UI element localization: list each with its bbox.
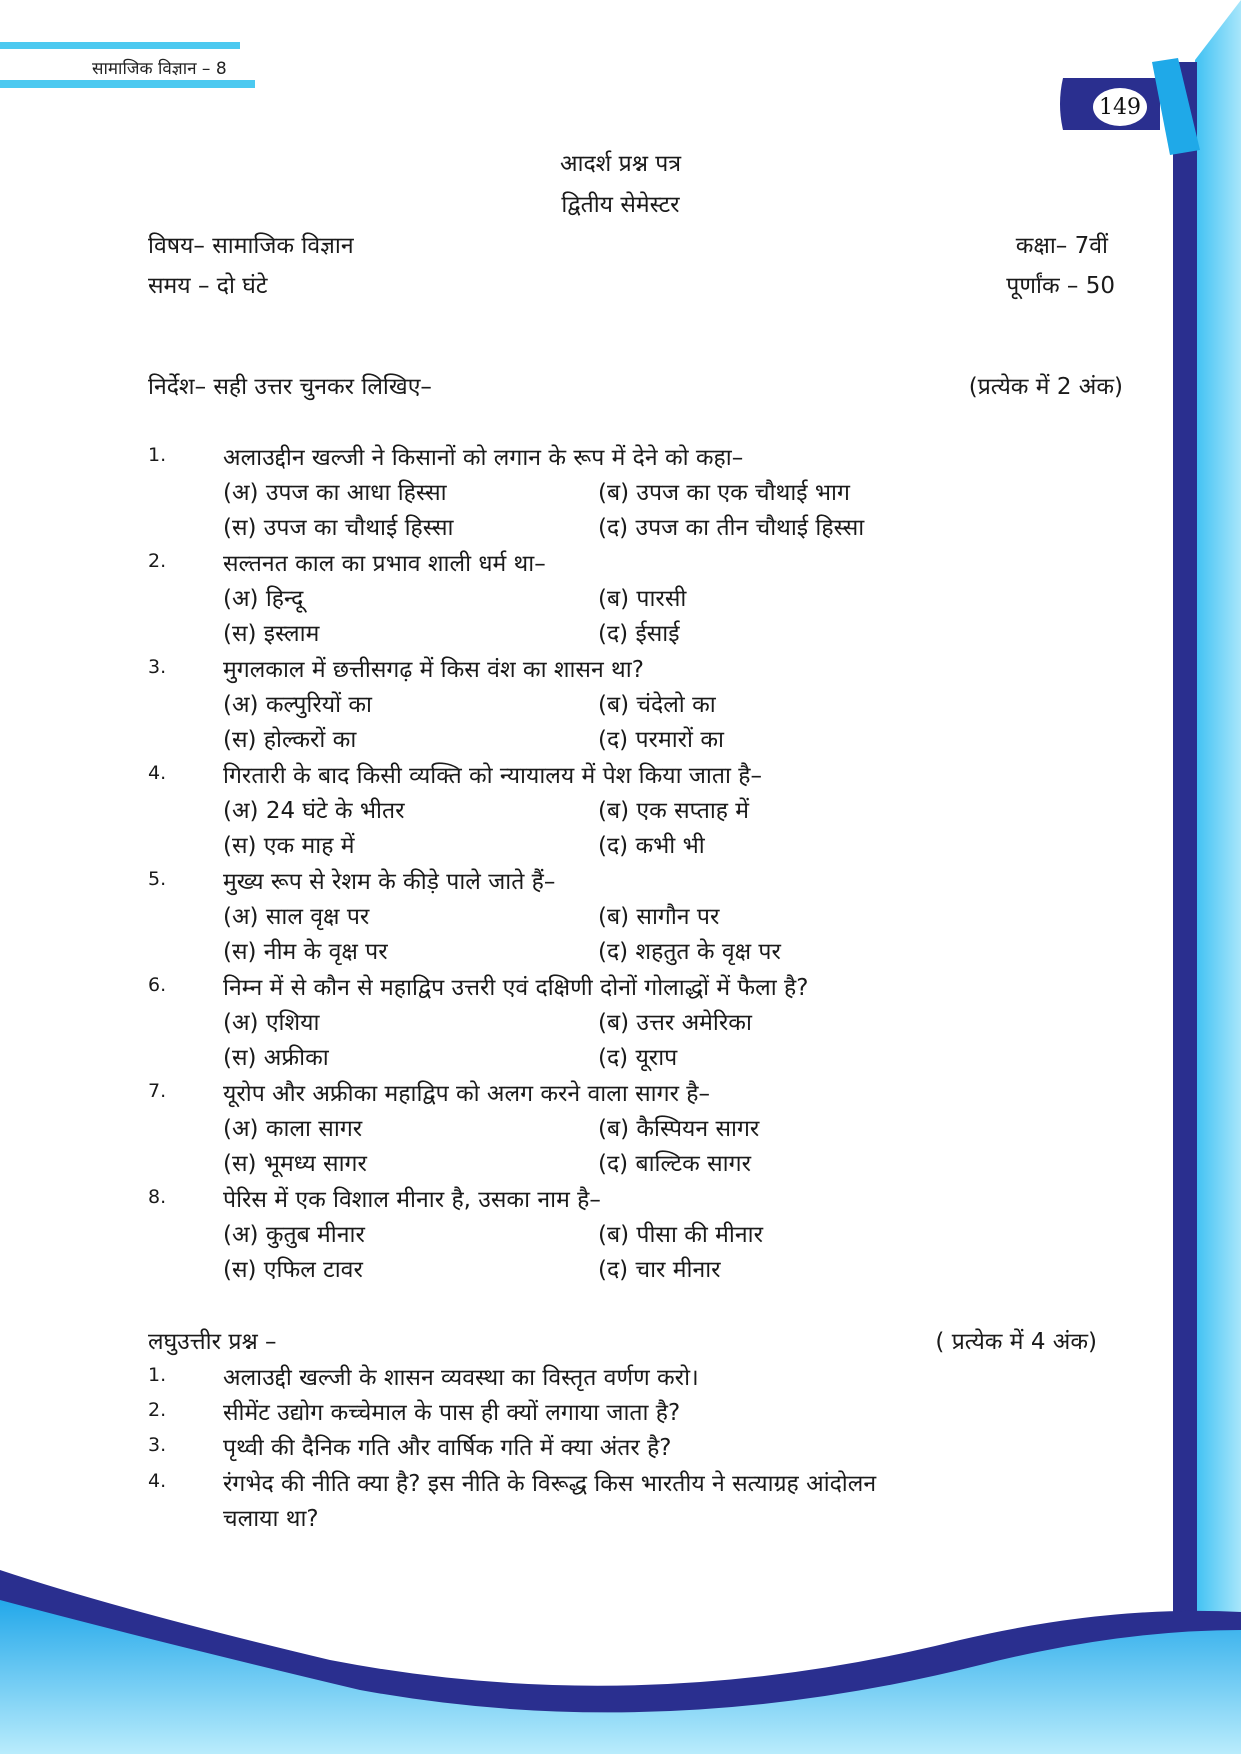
question-text: सीमेंट उद्योग कच्चेमाल के पास ही क्यों लगाया जाता है? bbox=[223, 1400, 681, 1426]
question-text: सल्तनत काल का प्रभाव शाली धर्म था– bbox=[223, 551, 546, 577]
option-c: (स) उपज का चौथाई हिस्सा bbox=[223, 515, 454, 541]
mcq-marks: (प्रत्येक में 2 अंक) bbox=[968, 374, 1123, 400]
header-bar-top bbox=[0, 42, 240, 49]
option-d: (द) कभी भी bbox=[598, 833, 705, 859]
question-number: 1. bbox=[148, 444, 167, 466]
option-d: (द) परमारों का bbox=[598, 727, 724, 753]
option-d: (द) यूराप bbox=[598, 1045, 678, 1071]
header-subject-label: सामाजिक विज्ञान – 8 bbox=[92, 59, 227, 79]
question-number: 3. bbox=[148, 1434, 167, 1456]
question-text: पेरिस में एक विशाल मीनार है, उसका नाम है– bbox=[223, 1187, 601, 1213]
question-text: मुख्य रूप से रेशम के कीड़े पाले जाते हैं– bbox=[223, 869, 556, 895]
option-d: (द) उपज का तीन चौथाई हिस्सा bbox=[598, 515, 865, 541]
question-text: गिरतारी के बाद किसी व्यक्ति को न्यायालय में पेश किया जाता है– bbox=[223, 763, 762, 789]
question-number: 2. bbox=[148, 550, 167, 572]
right-vertical-bar bbox=[1173, 62, 1197, 1622]
header-bar-bottom bbox=[0, 80, 255, 88]
option-b: (ब) पीसा की मीनार bbox=[598, 1222, 763, 1248]
question-number: 4. bbox=[148, 1470, 167, 1492]
question-number: 1. bbox=[148, 1364, 167, 1386]
question-text: मुगलकाल में छत्तीसगढ़ में किस वंश का शासन था? bbox=[223, 657, 644, 683]
page-number: 149 bbox=[1099, 95, 1141, 120]
question-number: 4. bbox=[148, 762, 167, 784]
question-number: 8. bbox=[148, 1186, 167, 1208]
option-a: (अ) काला सागर bbox=[223, 1116, 363, 1142]
question-text: निम्न में से कौन से महाद्विप उत्तरी एवं दक्षिणी दोनों गोलाद्धों में फैला है? bbox=[223, 975, 809, 1001]
question-text: पृथ्वी की दैनिक गति और वार्षिक गति में क्या अंतर है? bbox=[223, 1435, 672, 1461]
mcq-instruction: निर्देश– सही उत्तर चुनकर लिखिए– bbox=[148, 374, 432, 400]
right-side-panel bbox=[1195, 0, 1241, 1754]
question-number: 3. bbox=[148, 656, 167, 678]
option-a: (अ) उपज का आधा हिस्सा bbox=[223, 480, 447, 506]
option-a: (अ) हिन्दू bbox=[223, 586, 304, 612]
option-b: (ब) उत्तर अमेरिका bbox=[598, 1010, 752, 1036]
paper-time: समय – दो घंटे bbox=[148, 273, 268, 299]
question-text: अलाउद्दी खल्जी के शासन व्यवस्था का विस्तृत वर्णण करो। bbox=[223, 1365, 699, 1391]
option-c: (स) अफ्रीका bbox=[223, 1045, 329, 1071]
question-number: 5. bbox=[148, 868, 167, 890]
question-text: यूरोप और अफ्रीका महाद्विप को अलग करने वाला सागर है– bbox=[223, 1081, 710, 1107]
option-d: (द) ईसाई bbox=[598, 621, 680, 647]
short-answer-heading: लघुउत्तीर प्रश्न – bbox=[148, 1329, 277, 1355]
option-a: (अ) कल्पुरियों का bbox=[223, 692, 373, 718]
option-a: (अ) एशिया bbox=[223, 1010, 320, 1036]
question-text: रंगभेद की नीति क्या है? इस नीति के विरूद्ध किस भारतीय ने सत्याग्रह आंदोलन bbox=[223, 1471, 877, 1497]
question-number: 6. bbox=[148, 974, 167, 996]
paper-class: कक्षा– 7वीं bbox=[1015, 233, 1108, 259]
option-a: (अ) कुतुब मीनार bbox=[223, 1222, 365, 1248]
option-b: (ब) सागौन पर bbox=[598, 904, 720, 930]
question-text: अलाउद्दीन खल्जी ने किसानों को लगान के रूप में देने को कहा– bbox=[223, 445, 744, 471]
question-text-continued: चलाया था? bbox=[223, 1506, 319, 1532]
option-b: (ब) उपज का एक चौथाई भाग bbox=[598, 480, 850, 506]
paper-subject: विषय– सामाजिक विज्ञान bbox=[148, 233, 354, 259]
option-c: (स) भूमध्य सागर bbox=[223, 1151, 367, 1177]
option-b: (ब) कैस्पियन सागर bbox=[598, 1116, 760, 1142]
option-d: (द) चार मीनार bbox=[598, 1257, 721, 1283]
short-answer-marks: ( प्रत्येक में 4 अंक) bbox=[935, 1329, 1097, 1355]
question-number: 2. bbox=[148, 1399, 167, 1421]
option-c: (स) इस्लाम bbox=[223, 621, 320, 647]
option-b: (ब) चंदेलो का bbox=[598, 692, 716, 718]
option-c: (स) एफिल टावर bbox=[223, 1257, 363, 1283]
paper-max-marks: पूर्णांक – 50 bbox=[1006, 273, 1115, 299]
option-a: (अ) साल वृक्ष पर bbox=[223, 904, 370, 930]
option-c: (स) एक माह में bbox=[223, 833, 355, 859]
option-b: (ब) एक सप्ताह में bbox=[598, 798, 750, 824]
option-d: (द) शहतुत के वृक्ष पर bbox=[598, 939, 781, 965]
option-c: (स) नीम के वृक्ष पर bbox=[223, 939, 388, 965]
option-c: (स) होल्करों का bbox=[223, 727, 357, 753]
paper-semester: द्वितीय सेमेस्टर bbox=[561, 192, 680, 218]
option-d: (द) बाल्टिक सागर bbox=[598, 1151, 751, 1177]
paper-title: आदर्श प्रश्न पत्र bbox=[559, 151, 682, 177]
option-a: (अ) 24 घंटे के भीतर bbox=[223, 798, 405, 824]
question-number: 7. bbox=[148, 1080, 167, 1102]
option-b: (ब) पारसी bbox=[598, 586, 687, 612]
